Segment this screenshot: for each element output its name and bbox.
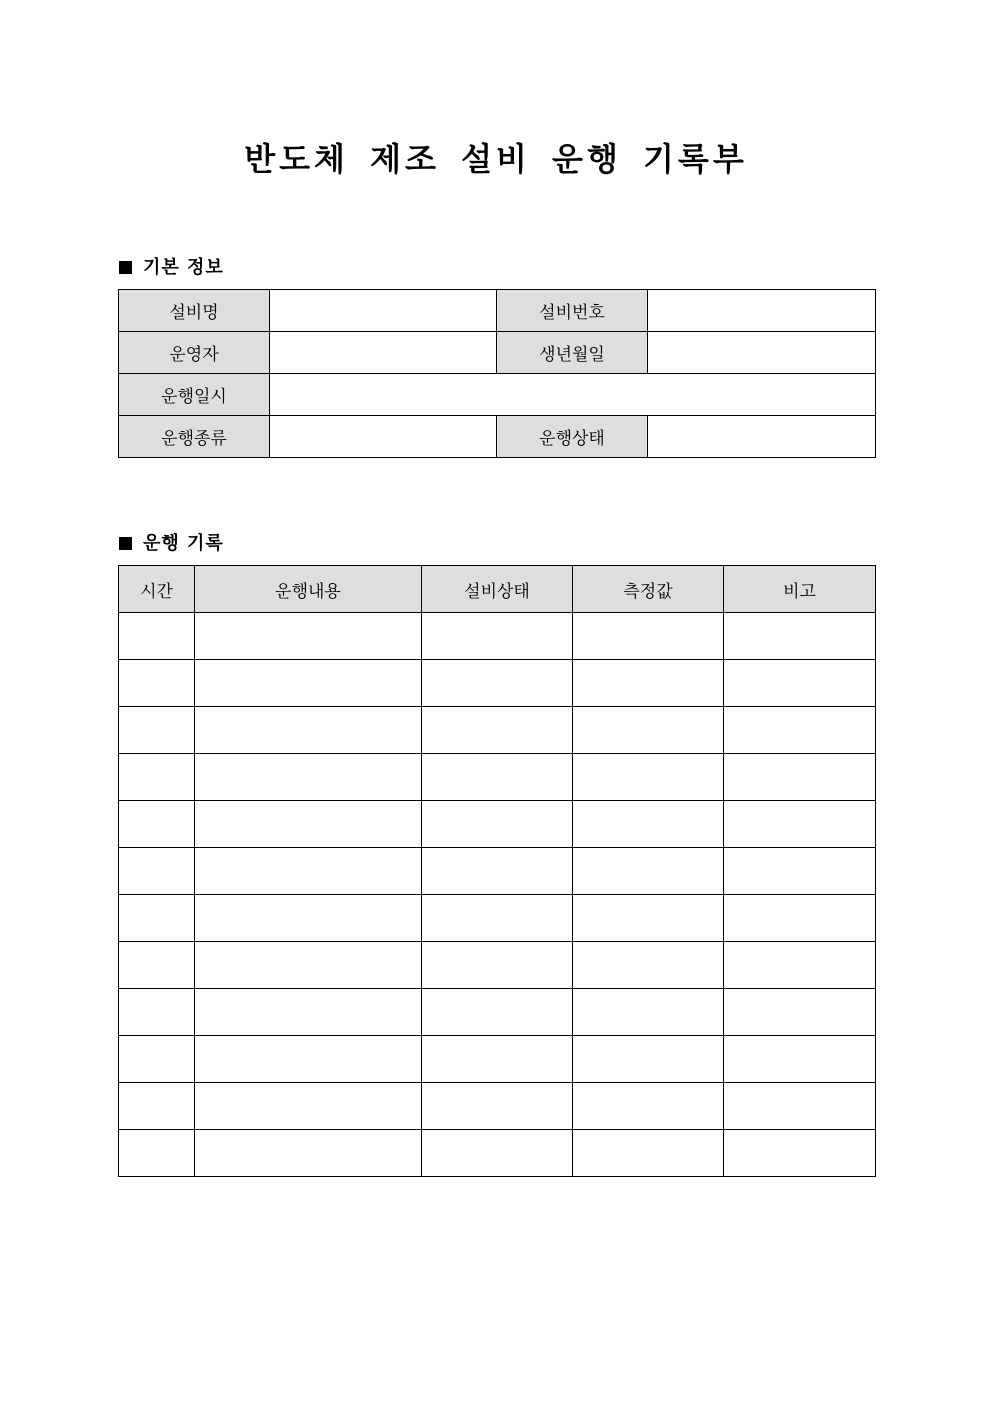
basic-info-table [118,289,876,458]
log-cell-time[interactable] [119,942,195,989]
column-header-time: 시간 [119,566,195,613]
table-row [119,801,876,848]
log-cell-operation-content[interactable] [195,707,422,754]
label-operator: 운영자 [119,332,270,374]
log-cell-remarks[interactable] [724,660,876,707]
log-cell-time[interactable] [119,1130,195,1177]
log-cell-measured-value[interactable] [573,754,724,801]
field-operation-type[interactable] [270,416,497,458]
log-cell-remarks[interactable] [724,1083,876,1130]
log-cell-time[interactable] [119,895,195,942]
log-cell-equipment-status[interactable] [422,613,573,660]
log-cell-equipment-status[interactable] [422,801,573,848]
log-cell-equipment-status[interactable] [422,660,573,707]
log-cell-operation-content[interactable] [195,1036,422,1083]
log-header-row [119,566,876,613]
log-cell-operation-content[interactable] [195,895,422,942]
log-cell-equipment-status[interactable] [422,707,573,754]
log-body [119,613,876,1177]
log-cell-remarks[interactable] [724,801,876,848]
log-cell-equipment-status[interactable] [422,989,573,1036]
log-cell-measured-value[interactable] [573,801,724,848]
log-cell-remarks[interactable] [724,1036,876,1083]
table-row [119,848,876,895]
log-cell-measured-value[interactable] [573,1036,724,1083]
log-cell-remarks[interactable] [724,942,876,989]
field-operation-status[interactable] [648,416,876,458]
table-row [119,942,876,989]
log-cell-remarks[interactable] [724,848,876,895]
info-row [119,374,876,416]
log-cell-equipment-status[interactable] [422,754,573,801]
info-row [119,332,876,374]
square-bullet-icon [119,537,132,550]
log-cell-operation-content[interactable] [195,1083,422,1130]
log-cell-remarks[interactable] [724,1130,876,1177]
log-cell-operation-content[interactable] [195,848,422,895]
info-row [119,290,876,332]
log-cell-operation-content[interactable] [195,613,422,660]
square-bullet-icon [119,261,132,274]
log-cell-time[interactable] [119,848,195,895]
log-cell-measured-value[interactable] [573,707,724,754]
log-cell-measured-value[interactable] [573,1130,724,1177]
table-row [119,660,876,707]
table-row [119,1036,876,1083]
field-operator[interactable] [270,332,497,374]
column-header-equipment-status: 설비상태 [422,566,573,613]
log-cell-time[interactable] [119,754,195,801]
label-birth-date: 생년월일 [497,332,648,374]
document-title: 반도체 제조 설비 운행 기록부 [244,140,748,178]
table-row [119,895,876,942]
log-cell-operation-content[interactable] [195,942,422,989]
operation-log-table [118,565,876,1177]
log-cell-equipment-status[interactable] [422,848,573,895]
table-row [119,989,876,1036]
field-operation-datetime[interactable] [270,374,876,416]
table-row [119,707,876,754]
log-cell-time[interactable] [119,989,195,1036]
log-cell-measured-value[interactable] [573,613,724,660]
log-cell-time[interactable] [119,707,195,754]
log-cell-equipment-status[interactable] [422,1130,573,1177]
log-cell-remarks[interactable] [724,613,876,660]
log-cell-equipment-status[interactable] [422,942,573,989]
field-equipment-number[interactable] [648,290,876,332]
log-cell-operation-content[interactable] [195,801,422,848]
log-cell-operation-content[interactable] [195,660,422,707]
column-header-operation-content: 운행내용 [195,566,422,613]
log-cell-operation-content[interactable] [195,1130,422,1177]
label-operation-status: 운행상태 [497,416,648,458]
log-cell-measured-value[interactable] [573,989,724,1036]
log-cell-operation-content[interactable] [195,989,422,1036]
log-cell-remarks[interactable] [724,707,876,754]
log-cell-measured-value[interactable] [573,942,724,989]
field-birth-date[interactable] [648,332,876,374]
column-header-remarks: 비고 [724,566,876,613]
log-cell-remarks[interactable] [724,989,876,1036]
log-cell-time[interactable] [119,613,195,660]
table-row [119,754,876,801]
section-heading-operation-log [119,529,224,555]
section-heading-label: 기본 정보 [143,257,224,278]
log-cell-measured-value[interactable] [573,848,724,895]
log-cell-equipment-status[interactable] [422,1083,573,1130]
column-header-measured-value: 측정값 [573,566,724,613]
log-cell-operation-content[interactable] [195,754,422,801]
log-cell-equipment-status[interactable] [422,895,573,942]
label-operation-type: 운행종류 [119,416,270,458]
info-row [119,416,876,458]
log-cell-remarks[interactable] [724,895,876,942]
log-cell-time[interactable] [119,660,195,707]
log-cell-time[interactable] [119,1036,195,1083]
log-cell-time[interactable] [119,801,195,848]
table-row [119,1083,876,1130]
label-equipment-name: 설비명 [119,290,270,332]
table-row [119,1130,876,1177]
log-cell-measured-value[interactable] [573,660,724,707]
label-equipment-number: 설비번호 [497,290,648,332]
log-cell-time[interactable] [119,1083,195,1130]
field-equipment-name[interactable] [270,290,497,332]
log-cell-measured-value[interactable] [573,895,724,942]
log-cell-remarks[interactable] [724,754,876,801]
section-heading-basic-info [119,253,224,279]
table-row [119,613,876,660]
section-heading-label: 운행 기록 [143,533,224,554]
log-cell-equipment-status[interactable] [422,1036,573,1083]
label-operation-datetime: 운행일시 [119,374,270,416]
log-cell-measured-value[interactable] [573,1083,724,1130]
